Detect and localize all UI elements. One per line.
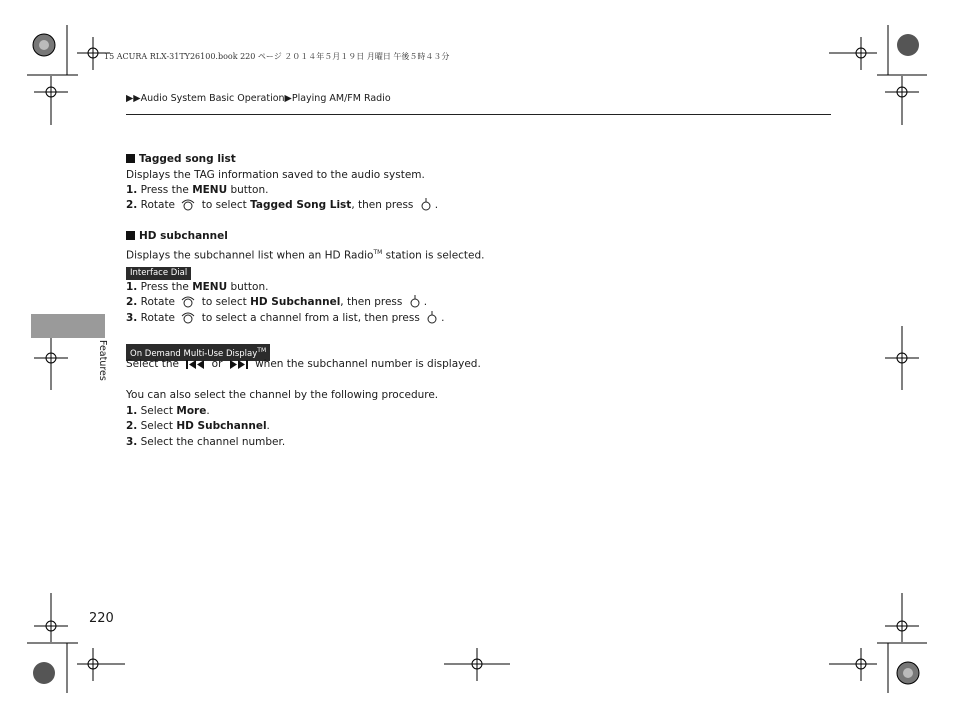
page-number: 220 [89,611,114,626]
square-bullet-icon [126,231,135,240]
header-rule [126,114,831,115]
breadcrumb-section[interactable]: Audio System Basic Operation [140,93,285,104]
hd-desc: Displays the subchannel list when an HD Radio™ station is selected. [126,249,485,262]
press-dial-icon [420,198,432,211]
hd-step-1: 1. Press the MENU button. [126,281,269,293]
hd-step-2: 2. Rotate to select HD Subchannel, then press . [126,296,428,308]
hd-proc-3: 3. Select the channel number. [126,436,286,448]
tagged-step-1: 1. Press the MENU button. [126,184,269,196]
section-tab [31,314,105,338]
breadcrumb-arrow: ▶▶ [126,93,141,104]
interface-dial-tag: Interface Dial [126,267,191,280]
hd-heading: HD subchannel [126,229,228,244]
rotate-dial-icon [181,295,195,308]
press-dial-icon [426,311,438,324]
press-dial-icon [409,295,421,308]
tagged-heading: Tagged song list [126,152,236,167]
print-header: 15 ACURA RLX-31TY26100.book 220 ページ ２０１４年５月１９日 月曜日 午後５時４３分 [104,52,450,61]
breadcrumb-page: Playing AM/FM Radio [291,93,391,104]
tagged-desc: Displays the TAG information saved to the audio system. [126,169,425,181]
hd-proc-2: 2. Select HD Subchannel. [126,420,270,432]
hd-also: You can also select the channel by the following procedure. [126,389,439,401]
hd-proc-1: 1. Select More. [126,405,210,417]
breadcrumb-separator: ▶ [284,93,292,104]
hd-step-3: 3. Rotate to select a channel from a list, then press . [126,312,445,324]
rotate-dial-icon [181,198,195,211]
tagged-step-2: 2. Rotate to select Tagged Song List, then press . [126,199,439,211]
section-label: Features [97,340,108,381]
skip-forward-icon [229,359,249,370]
on-demand-display-tag: On Demand Multi-Use Display™ [126,344,270,361]
breadcrumb [126,93,391,104]
hd-select-skip: Select the or when the subchannel number is displayed. [126,358,481,370]
square-bullet-icon [126,154,135,163]
skip-back-icon [185,359,205,370]
rotate-dial-icon [181,311,195,324]
